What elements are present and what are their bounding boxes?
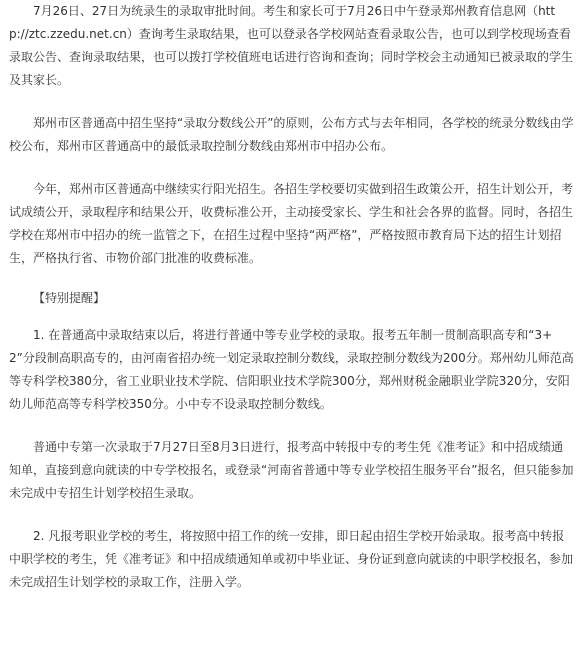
paragraph-spacer <box>9 416 574 436</box>
paragraph-score-line: 郑州市区普通高中招生坚持“录取分数线公开”的原则，公布方式与去年相同，各学校的统录分数线由学校公布，郑州市区普通高中的最低录取控制分数线由郑州市中招办公布。 <box>9 116 574 153</box>
special-reminder-heading: 【特别提醒】 <box>33 291 106 305</box>
paragraph-spacer <box>9 310 574 324</box>
article-body <box>9 0 574 594</box>
paragraph-spacer <box>9 270 574 287</box>
reminder-secondary-school: 普通中专第一次录取于7月27日至8月3日进行，报考高中转报中专的考生凭《准考证》和中招成绩通知单，直接到意向就读的中专学校报名，或登录“河南省普通中等专业学校招生服务平台”报名，但只能参加未完成中专招生计划学校招生录取。 <box>9 440 574 500</box>
reminder-item-2: 2. 凡报考职业学校的考生，将按照中招工作的统一安排，即日起由招生学校开始录取。报考高中转报中职学校的考生，凭《准考证》和中招成绩通知单或初中毕业证、身份证到意向就读的中职学校报名，参加未完成招生计划学校的录取工作，注册入学。 <box>9 529 574 589</box>
paragraph-admission-query: 7月26日、27日为统录生的录取审批时间。考生和家长可于7月26日中午登录郑州教育信息网（http://ztc.zzedu.net.cn）查询考生录取结果，也可以登录各学校网站查看录取公告，也可以到学校现场查看录取公告、查询录取结果，也可以拨打学校值班电话进行咨询和查询；同时学校会主动通知已被录取的学生及其家长。 <box>9 4 574 87</box>
paragraph-spacer <box>9 158 574 178</box>
paragraph-sunshine-enrollment: 今年，郑州市区普通高中继续实行阳光招生。各招生学校要切实做到招生政策公开，招生计划公开，考试成绩公开，录取程序和结果公开，收费标准公开，主动接受家长、学生和社会各界的监督。同时，各招生学校在郑州市中招办的统一监管之下，在招生过程中坚持“两严格”，严格按照市教育局下达的招生计划招生，严格执行省、市物价部门批准的收费标准。 <box>9 182 574 265</box>
paragraph-spacer <box>9 505 574 525</box>
reminder-item-1: 1. 在普通高中录取结束以后，将进行普通中等专业学校的录取。报考五年制一贯制高职高专和“3+2”分段制高职高专的，由河南省招办统一划定录取控制分数线，录取控制分数线为200分。郑州幼儿师范高等专科学校380分，省工业职业技术学院、信阳职业技术学院300分，郑州财税金融职业学院320分，安阳幼儿师范高等专科学校350分。小中专不设录取控制分数线。 <box>9 328 574 411</box>
paragraph-spacer <box>9 92 574 112</box>
